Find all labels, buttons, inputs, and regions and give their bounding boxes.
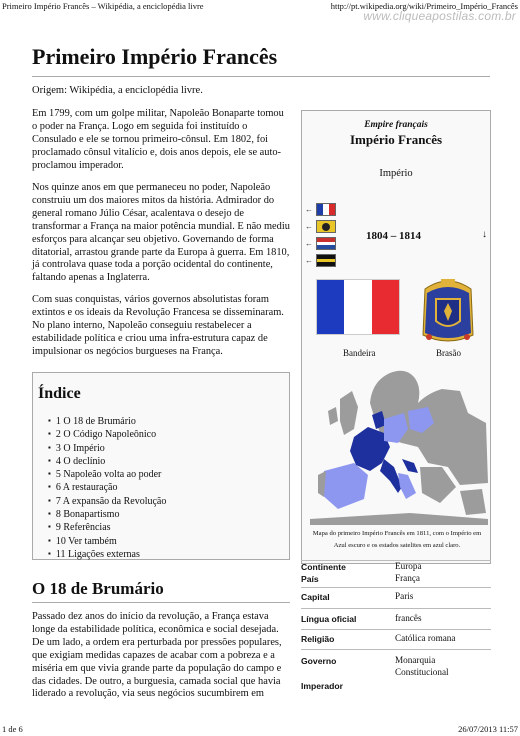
infobox-years: 1804 – 1814 (366, 230, 421, 242)
section-brumario-text: Passado dez anos do início da revolução, a França estava longe da estabilidade política, econômica e social desejada. De um lado, a ordem era perturbada por pressões populares, que exigiam medidas capazes de acabar com a pobreza e a miséria em que vivia grande parte da população do campo e das cidades. De outro, a burguesia, camada social que havia liderado a revolução, via seus negócios sucumbirem em (32, 611, 282, 700)
label-capital: Capital (301, 592, 330, 602)
paragraph-1: Em 1799, com um golpe militar, Napoleão Bonaparte tomou o poder na França. Logo em seguida foi instituído o Consulado e ele se tornou primeiro-cônsul. Em 1802, foi proclamado cônsul vitalício e, dois anos depois, ele se auto-proclamou imperador. (32, 108, 284, 171)
value-capital[interactable]: Paris (395, 591, 414, 601)
coat-of-arms-icon[interactable] (419, 275, 477, 345)
label-continent: Continente (301, 562, 346, 572)
toc-item[interactable]: ▪ 8 Bonapartismo (48, 508, 166, 521)
left-arrow-icon: ← (305, 222, 313, 231)
label-emperor: Imperador (301, 681, 344, 691)
toc-item[interactable]: ▪ 7 A expansão da Revolução (48, 495, 166, 508)
paragraph-2: Nos quinze anos em que permaneceu no poder, Napoleão construiu um dos maiores mitos da história. Admirador do general romano Júlio César, acalentava o desejo de transformar a França na maior potência mundial. E não mediu esforços para alcançar seu objetivo. Governando de forma ditatorial, arrastou grande parte da Europa à guerra. Em 1810, já controlava quase toda a porção ocidental do continente, faltando apenas a Inglaterra. (32, 182, 290, 284)
print-page-url[interactable]: http://pt.wikipedia.org/wiki/Primeiro_Império_Francês (330, 1, 518, 11)
toc-list (48, 415, 166, 561)
left-arrow-icon: ← (305, 205, 313, 214)
row-divider (301, 649, 491, 650)
value-continent[interactable]: Europa (395, 561, 422, 571)
left-arrow-icon: ← (305, 239, 313, 248)
label-language: Língua oficial (301, 614, 357, 624)
section-heading-brumario: O 18 de Brumário (32, 579, 164, 598)
left-arrow-icon: ← (305, 256, 313, 265)
infobox (301, 110, 491, 564)
value-language[interactable]: francês (395, 613, 422, 623)
toc-item[interactable]: ▪ 1 O 18 de Brumário (48, 415, 166, 428)
empire-map[interactable] (310, 363, 488, 525)
toc-item[interactable]: ▪ 9 Referências (48, 521, 166, 534)
page-title: Primeiro Império Francês (32, 44, 278, 69)
label-government: Governo (301, 656, 337, 666)
origin-note: Origem: Wikipédia, a enciclopédia livre. (32, 85, 203, 96)
flag-caption[interactable]: Bandeira (343, 348, 376, 358)
print-page-title: Primeiro Império Francês – Wikipédia, a enciclopédia livre (2, 1, 204, 11)
toc-item[interactable]: ▪ 5 Napoleão volta ao poder (48, 468, 166, 481)
toc-item[interactable]: ▪ 2 O Código Napoleônico (48, 428, 166, 441)
flag-france-icon[interactable] (316, 203, 336, 216)
national-flag[interactable] (316, 279, 400, 335)
flag-hre-icon[interactable] (316, 220, 336, 233)
value-government[interactable]: Monarquia (395, 655, 436, 665)
watermark: www.cliqueapostilas.com.br (363, 9, 516, 23)
toc-title: Índice (38, 385, 81, 402)
infobox-name: Império Francês (349, 132, 443, 147)
toc-item[interactable]: ▪ 10 Ver também (48, 535, 166, 548)
paragraph-3: Com suas conquistas, vários governos absolutistas foram extintos e os ideais da Revolução Francesa se disseminaram. No plano interno, Napoleão conseguiu restabelecer a estabilidade política e criou uma infra-estrutura capaz de impulsionar os negócios burgueses na França. (32, 294, 284, 357)
row-divider (301, 629, 491, 630)
value-country[interactable]: França (395, 573, 420, 583)
title-divider (32, 76, 490, 77)
row-divider (301, 587, 491, 588)
flag-state-icon[interactable] (316, 254, 336, 267)
section-divider (32, 602, 290, 603)
map-caption: Mapa do primeiro Império Francês em 1811, com o Império em Azul escuro e os estados satelites em azul claro. (312, 530, 482, 549)
down-arrow-icon: ↓ (482, 229, 487, 240)
label-religion: Religião (301, 634, 335, 644)
flag-netherlands-icon[interactable] (316, 237, 336, 250)
toc-item[interactable]: ▪ 4 O declínio (48, 455, 166, 468)
value-religion[interactable]: Católica romana (395, 633, 456, 643)
infobox-native-name: Empire français (364, 120, 428, 130)
table-of-contents (32, 372, 290, 560)
infobox-type[interactable]: Império (379, 168, 413, 179)
row-divider (301, 608, 491, 609)
coa-caption[interactable]: Brasão (436, 348, 461, 358)
print-page-number: 1 de 6 (2, 724, 23, 734)
label-country: País (301, 574, 319, 584)
value-government-cont[interactable]: Constitucional (395, 667, 449, 677)
toc-item[interactable]: ▪ 6 A restauração (48, 481, 166, 494)
toc-item[interactable]: ▪ 3 O Império (48, 442, 166, 455)
toc-item[interactable]: ▪ 11 Ligações externas (48, 548, 166, 561)
print-datetime: 26/07/2013 11:57 (458, 724, 518, 734)
